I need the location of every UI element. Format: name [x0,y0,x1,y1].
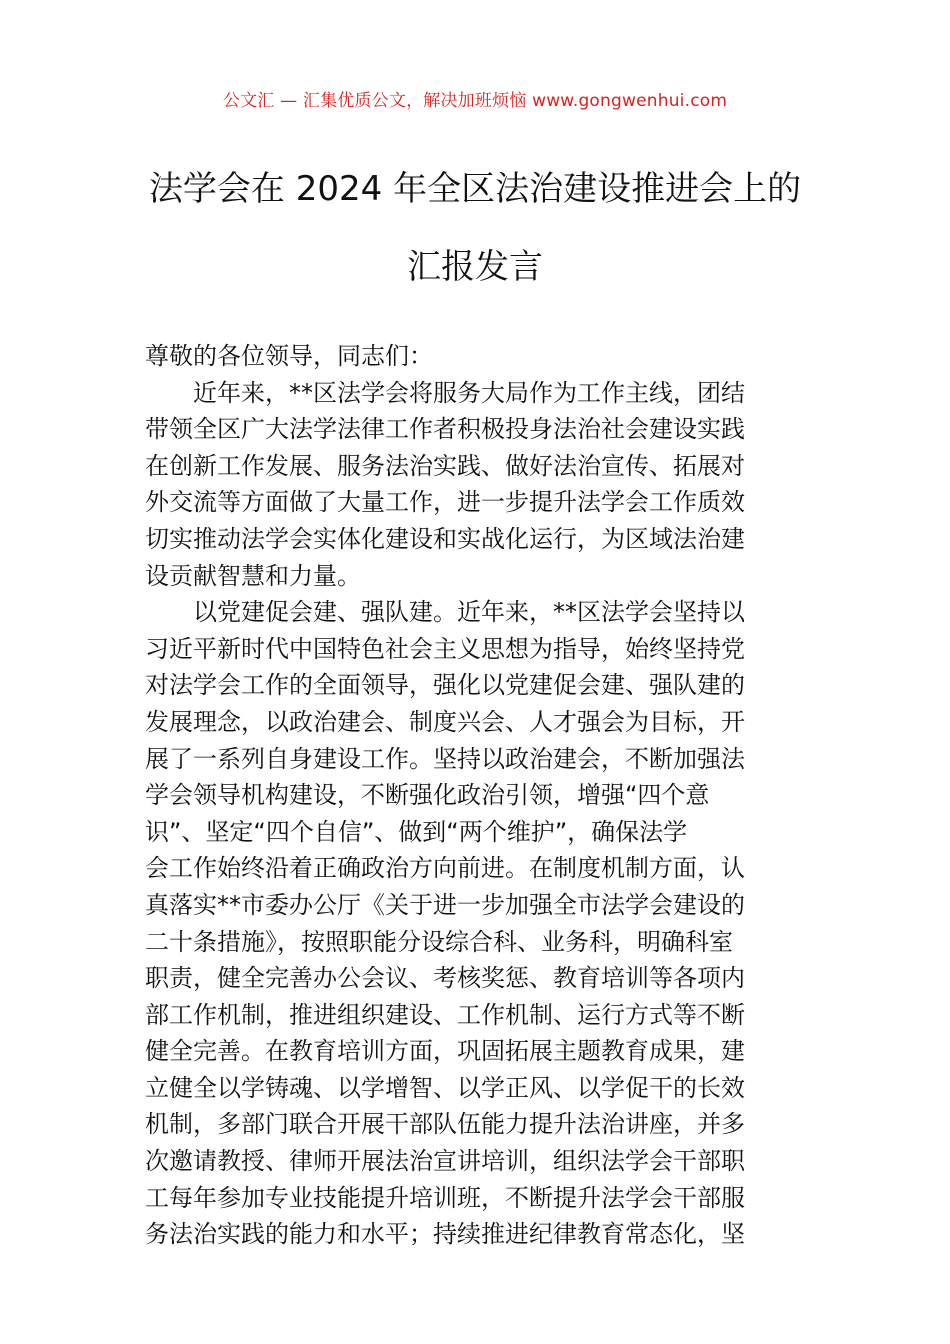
title-line: 汇报发言 [407,247,543,287]
body-line: 展了一系列自身建设工作。坚持以政治建会，不断加强法 [145,744,745,773]
body-line: 以党建促会建、强队建。近年来，**区法学会坚持以 [193,598,745,627]
body-line: 切实推动法学会实体化建设和实战化运行，为区域法治建 [145,524,745,553]
body-line: 机制，多部门联合开展干部队伍能力提升法治讲座，并多 [145,1110,745,1139]
document-body [145,338,810,1253]
body-line: 习近平新时代中国特色社会主义思想为指导，始终坚持党 [145,634,745,663]
body-line: 立健全以学铸魂、以学增智、以学正风、以学促干的长效 [145,1073,745,1102]
body-line: 对法学会工作的全面领导，强化以党建促会建、强队建的 [145,671,745,700]
body-line: 职责，健全完善办公会议、考核奖惩、教育培训等各项内 [145,964,745,993]
body-line: 带领全区广大法学法律工作者积极投身法治社会建设实践 [145,415,745,444]
salutation: 尊敬的各位领导，同志们： [145,342,433,370]
document-title [120,150,830,306]
body-line: 二十条措施》，按照职能分设综合科、业务科，明确科室 [145,927,733,956]
watermark-header: 公文汇 — 汇集优质公文，解决加班烦恼 www.gongwenhui.com [222,91,728,111]
title-line: 法学会在 2024 年全区法治建设推进会上的 [148,169,802,209]
body-line: 识”、坚定“四个自信”、做到“两个维护”，确保法学 [145,817,688,846]
body-line: 学会领导机构建设，不断强化政治引领，增强“四个意 [145,781,710,810]
body-line: 务法治实践的能力和水平；持续推进纪律教育常态化，坚 [145,1220,745,1249]
body-line: 会工作始终沿着正确政治方向前进。在制度机制方面，认 [145,854,745,883]
body-line: 外交流等方面做了大量工作，进一步提升法学会工作质效 [145,488,745,517]
body-line: 近年来，**区法学会将服务大局作为工作主线，团结 [193,378,745,407]
body-line: 设贡献智慧和力量。 [145,561,361,590]
body-line: 发展理念，以政治建会、制度兴会、人才强会为目标，开 [145,707,745,736]
body-line: 在创新工作发展、服务法治实践、做好法治宣传、拓展对 [145,451,745,480]
body-line: 健全完善。在教育培训方面，巩固拓展主题教育成果，建 [145,1037,745,1066]
body-line: 真落实**市委办公厅《关于进一步加强全市法学会建设的 [145,890,745,919]
body-line: 部工作机制，推进组织建设、工作机制、运行方式等不断 [145,1000,745,1029]
body-line: 次邀请教授、律师开展法治宣讲培训，组织法学会干部职 [145,1147,745,1176]
body-line: 工每年参加专业技能提升培训班，不断提升法学会干部服 [145,1183,745,1212]
